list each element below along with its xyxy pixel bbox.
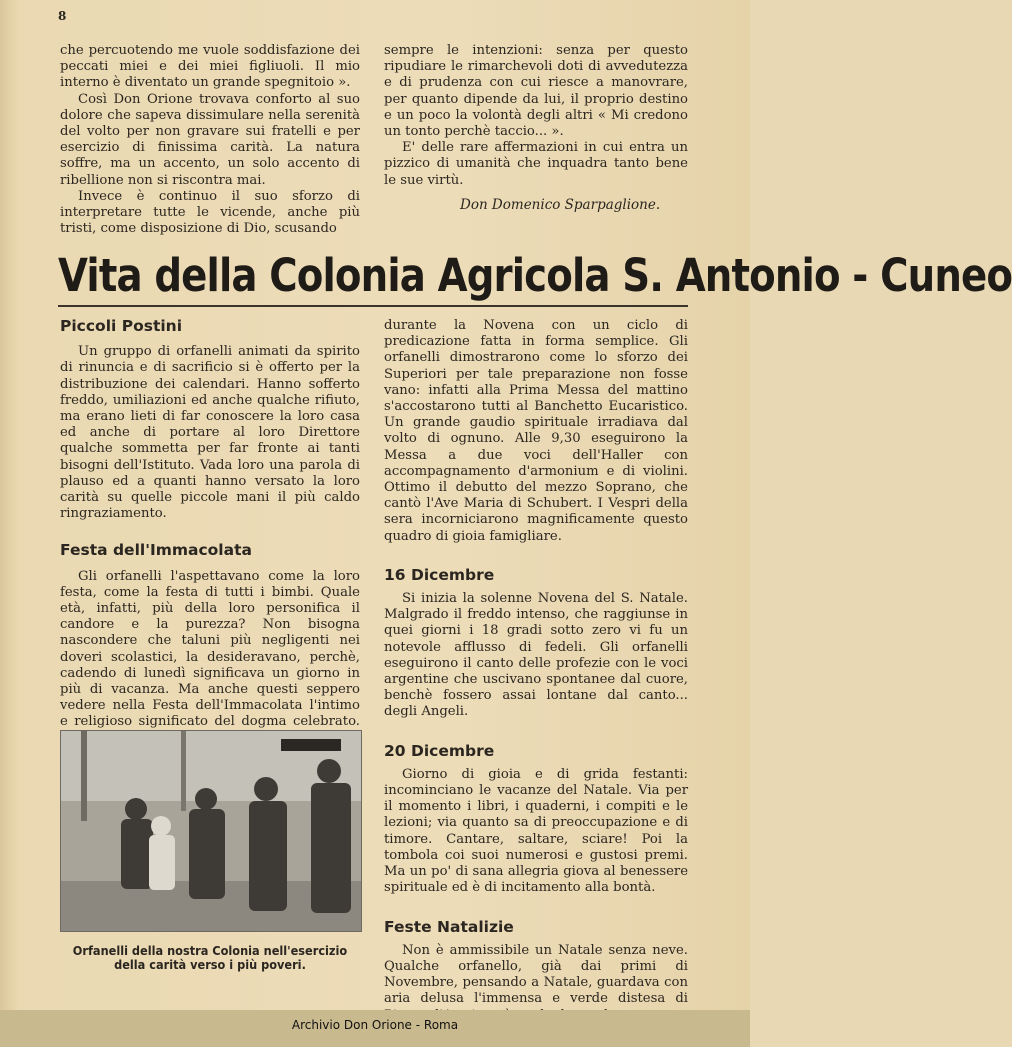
photo-caption: Orfanelli della nostra Colonia nell'esercizio della carità verso i più poveri. [72,944,348,972]
paragraph: Si inizia la solenne Novena del S. Natale. Malgrado il freddo intenso, che raggiunse in quei giorni i 18 gradi sotto zero vi fu un notevole afflusso di fedeli. Gli orfanelli eseguirono il canto delle profezie con le voci argentine che uscivano spontanee dal cuore, benchè fossero assai lontane dal canto... degli Angeli. [384,591,688,720]
paragraph: Non è ammissibile un Natale senza neve. Qualche orfanello, già dai primi di Novembre, pensando a Natale, guardava con aria delusa l'immensa e verde distesa di [384,942,688,1007]
paragraph: sempre le intenzioni: senza per questo ripudiare le rimarchevoli doti di avvedutezza e di prudenza con cui riesce a manovrare, per quanto dipende da lui, il proprio destino e un poco la volontà degli altri « Mi credono un tonto perchè taccio... ». [384,43,688,140]
section-title: Festa dell'Immacolata [60,541,252,560]
paragraph: Giorno di gioia e di grida festanti: incominciano le vacanze del Natale. Via per il momento i libri, i quaderni, i compiti e le lezioni; via quanto sa di preoccupazione e di timore. Cantare, saltare, sciare! Poi la tombola coi suoi numerosi e gustosi premi. Ma un po' di sana allegria giova al benessere spirituale ed è di incitamento alla bontà. [384,766,688,896]
archive-footer: Archivio Don Orione - Roma [291,1018,459,1032]
paragraph: Invece è continuo il suo sforzo di interpretare tutte le vicende, anche più tristi, come disposizione di Dio, scusando [60,188,360,237]
paragraph: Gli orfanelli l'aspettavano come la loro festa, come la festa di tutti i bimbi. Quale età, infatti, più della loro personifica il candore e la purezza? Non bisogna nascondere che taluni più negligenti nei doveri scolastici, la desideravano, perchè, cadendo di lunedì significava un giorno in più di vacanza. Ma anche questi seppero vedere nella Festa dell'Immacolata l'intimo e religioso significato del dogma celebrato. [60,568,360,730]
section-title: Feste Natalizie [384,917,514,936]
divider [58,305,688,307]
paragraph: durante la Novena con un ciclo di predicazione fatta in forma semplice. Gli orfanelli dimostrarono come lo sforzo dei Superiori per tale preparazione non fosse vano: infatti alla Prima Messa del mattino s'accostarono tutti al Banchetto Eucaristico. Un grande gaudio spirituale irradiava dal volto di ognuno. Alle 9,30 eseguirono la Messa a due voci dell'Haller con accompagnamento d'armonium e di violini. Ottimo il debutto del mezzo Soprano, che cantò l'Ave Maria di Schubert. I Vespri della sera incorniciarono magnificamente questo quadro di gioia famigliare. [384,318,688,544]
section-title: 16 Dicembre [384,565,495,584]
paragraph: che percuotendo me vuole soddisfazione dei peccati miei e dei miei figliuoli. Il mio interno è diventato un grande spegnitoio ». [60,43,360,91]
right-column [384,318,688,1024]
section-title: Piccoli Postini [60,317,183,335]
top-left-column [60,43,360,237]
paragraph: E' delle rare affermazioni in cui entra un pizzico di umanità che inquadra tanto bene le sue virtù. [384,140,688,188]
top-right-column [384,43,688,189]
paragraph: Un gruppo di orfanelli animati da spirito di rinuncia e di sacrificio si è offerto per la distribuzione dei calendari. Hanno sofferto freddo, umiliazioni ed anche qualche rifiuto, ma erano lieti di far conoscere la loro casa ed anche di portare al loro Direttore qualche sommetta per far fronte ai tanti bisogni dell'Istituto. Vada loro una parola di plauso ed a quanti hanno versato la loro carità su quelle piccole mani il più caldo ringraziamento. [60,344,360,522]
left-column [60,318,360,747]
section-title: 20 Dicembre [384,741,495,760]
article-headline: Vita della Colonia Agricola S. Antonio - Cuneo [58,249,1012,302]
photo-orphans [60,730,362,932]
photo-image [61,731,361,931]
paragraph: Così Don Orione trovava conforto al suo dolore che sapeva dissimulare nella serenità del volto per non gravare sui fratelli e per esercizio di finissima carità. La natura soffre, ma un accento, un solo accento di ribellione non si riscontra mai. [60,91,360,188]
author-signature: Don Domenico Sparpaglione. [460,197,661,213]
page-number: 8 [58,9,67,23]
